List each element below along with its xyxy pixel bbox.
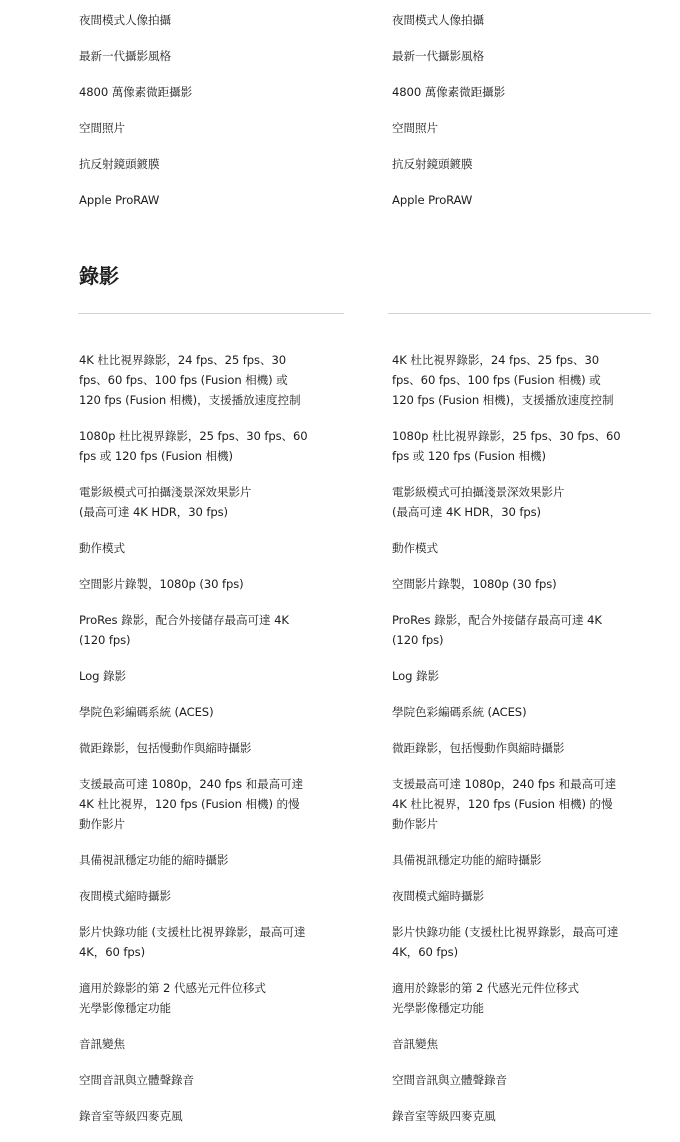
feature-item: 4K 杜比視界錄影，24 fps、25 fps、30 fps、60 fps、100 fps (Fusion 相機) 或 120 fps (Fusion 相機)，支援播放速度控制 xyxy=(79,353,301,407)
feature-item: 夜間模式縮時攝影 xyxy=(392,889,484,903)
feature-item: 電影級模式可拍攝淺景深效果影片 (最高可達 4K HDR，30 fps) xyxy=(392,485,565,519)
photo-feature-list xyxy=(79,0,345,226)
feature-item: 影片快錄功能 (支援杜比視界錄影，最高可達 4K，60 fps) xyxy=(392,925,619,959)
feature-item: 動作模式 xyxy=(392,541,438,555)
feature-item: 1080p 杜比視界錄影，25 fps、30 fps、60 fps 或 120 fps (Fusion 相機) xyxy=(392,429,621,463)
feature-item: 學院色彩編碼系統 (ACES) xyxy=(79,705,214,719)
feature-item: 空間照片 xyxy=(79,121,125,135)
feature-item: ProRes 錄影，配合外接儲存最高可達 4K (120 fps) xyxy=(392,613,602,647)
video-feature-list xyxy=(392,314,650,1126)
feature-item: 具備視訊穩定功能的縮時攝影 xyxy=(79,853,229,867)
comparison-column-right xyxy=(392,0,650,1142)
feature-item: 電影級模式可拍攝淺景深效果影片 (最高可達 4K HDR，30 fps) xyxy=(79,485,252,519)
feature-item: 適用於錄影的第 2 代感光元件位移式 光學影像穩定功能 xyxy=(79,981,266,1015)
feature-item: ProRes 錄影，配合外接儲存最高可達 4K (120 fps) xyxy=(79,613,289,647)
feature-item: 微距錄影，包括慢動作與縮時攝影 xyxy=(392,741,565,755)
feature-item: 學院色彩編碼系統 (ACES) xyxy=(392,705,527,719)
feature-item: 空間影片錄製，1080p (30 fps) xyxy=(392,577,557,591)
section-title-video: 錄影 xyxy=(79,264,119,288)
feature-item: Apple ProRAW xyxy=(79,193,160,207)
feature-item: 音訊變焦 xyxy=(392,1037,438,1051)
feature-item: 具備視訊穩定功能的縮時攝影 xyxy=(392,853,542,867)
feature-item: 抗反射鏡頭鍍膜 xyxy=(79,157,160,171)
feature-item: 抗反射鏡頭鍍膜 xyxy=(392,157,473,171)
feature-item: 空間音訊與立體聲錄音 xyxy=(79,1073,194,1087)
feature-item: Log 錄影 xyxy=(79,669,126,683)
feature-item: 音訊變焦 xyxy=(79,1037,125,1051)
feature-item: 1080p 杜比視界錄影，25 fps、30 fps、60 fps 或 120 fps (Fusion 相機) xyxy=(79,429,308,463)
feature-item: Log 錄影 xyxy=(392,669,439,683)
feature-item: 夜間模式人像拍攝 xyxy=(392,13,484,27)
feature-item: 4800 萬像素微距攝影 xyxy=(392,85,506,99)
feature-item: Apple ProRAW xyxy=(392,193,473,207)
feature-item: 影片快錄功能 (支援杜比視界錄影，最高可達 4K，60 fps) xyxy=(79,925,306,959)
feature-item: 最新一代攝影風格 xyxy=(79,49,171,63)
feature-item: 微距錄影，包括慢動作與縮時攝影 xyxy=(79,741,252,755)
feature-item: 動作模式 xyxy=(79,541,125,555)
feature-item: 夜間模式人像拍攝 xyxy=(79,13,171,27)
feature-item: 空間影片錄製，1080p (30 fps) xyxy=(79,577,244,591)
feature-item: 空間照片 xyxy=(392,121,438,135)
video-feature-list xyxy=(79,314,345,1126)
feature-item: 最新一代攝影風格 xyxy=(392,49,484,63)
photo-feature-list xyxy=(392,0,650,226)
feature-item: 夜間模式縮時攝影 xyxy=(79,889,171,903)
feature-item: 支援最高可達 1080p，240 fps 和最高可達 4K 杜比視界，120 fps (Fusion 相機) 的慢 動作影片 xyxy=(79,777,304,831)
feature-item: 4K 杜比視界錄影，24 fps、25 fps、30 fps、60 fps、100 fps (Fusion 相機) 或 120 fps (Fusion 相機)，支援播放速度控制 xyxy=(392,353,614,407)
feature-item: 錄音室等級四麥克風 xyxy=(392,1109,496,1123)
feature-item: 空間音訊與立體聲錄音 xyxy=(392,1073,507,1087)
feature-item: 支援最高可達 1080p，240 fps 和最高可達 4K 杜比視界，120 fps (Fusion 相機) 的慢 動作影片 xyxy=(392,777,617,831)
comparison-column-left xyxy=(79,0,345,1142)
feature-item: 適用於錄影的第 2 代感光元件位移式 光學影像穩定功能 xyxy=(392,981,579,1015)
feature-item: 4800 萬像素微距攝影 xyxy=(79,85,193,99)
feature-item: 錄音室等級四麥克風 xyxy=(79,1109,183,1123)
